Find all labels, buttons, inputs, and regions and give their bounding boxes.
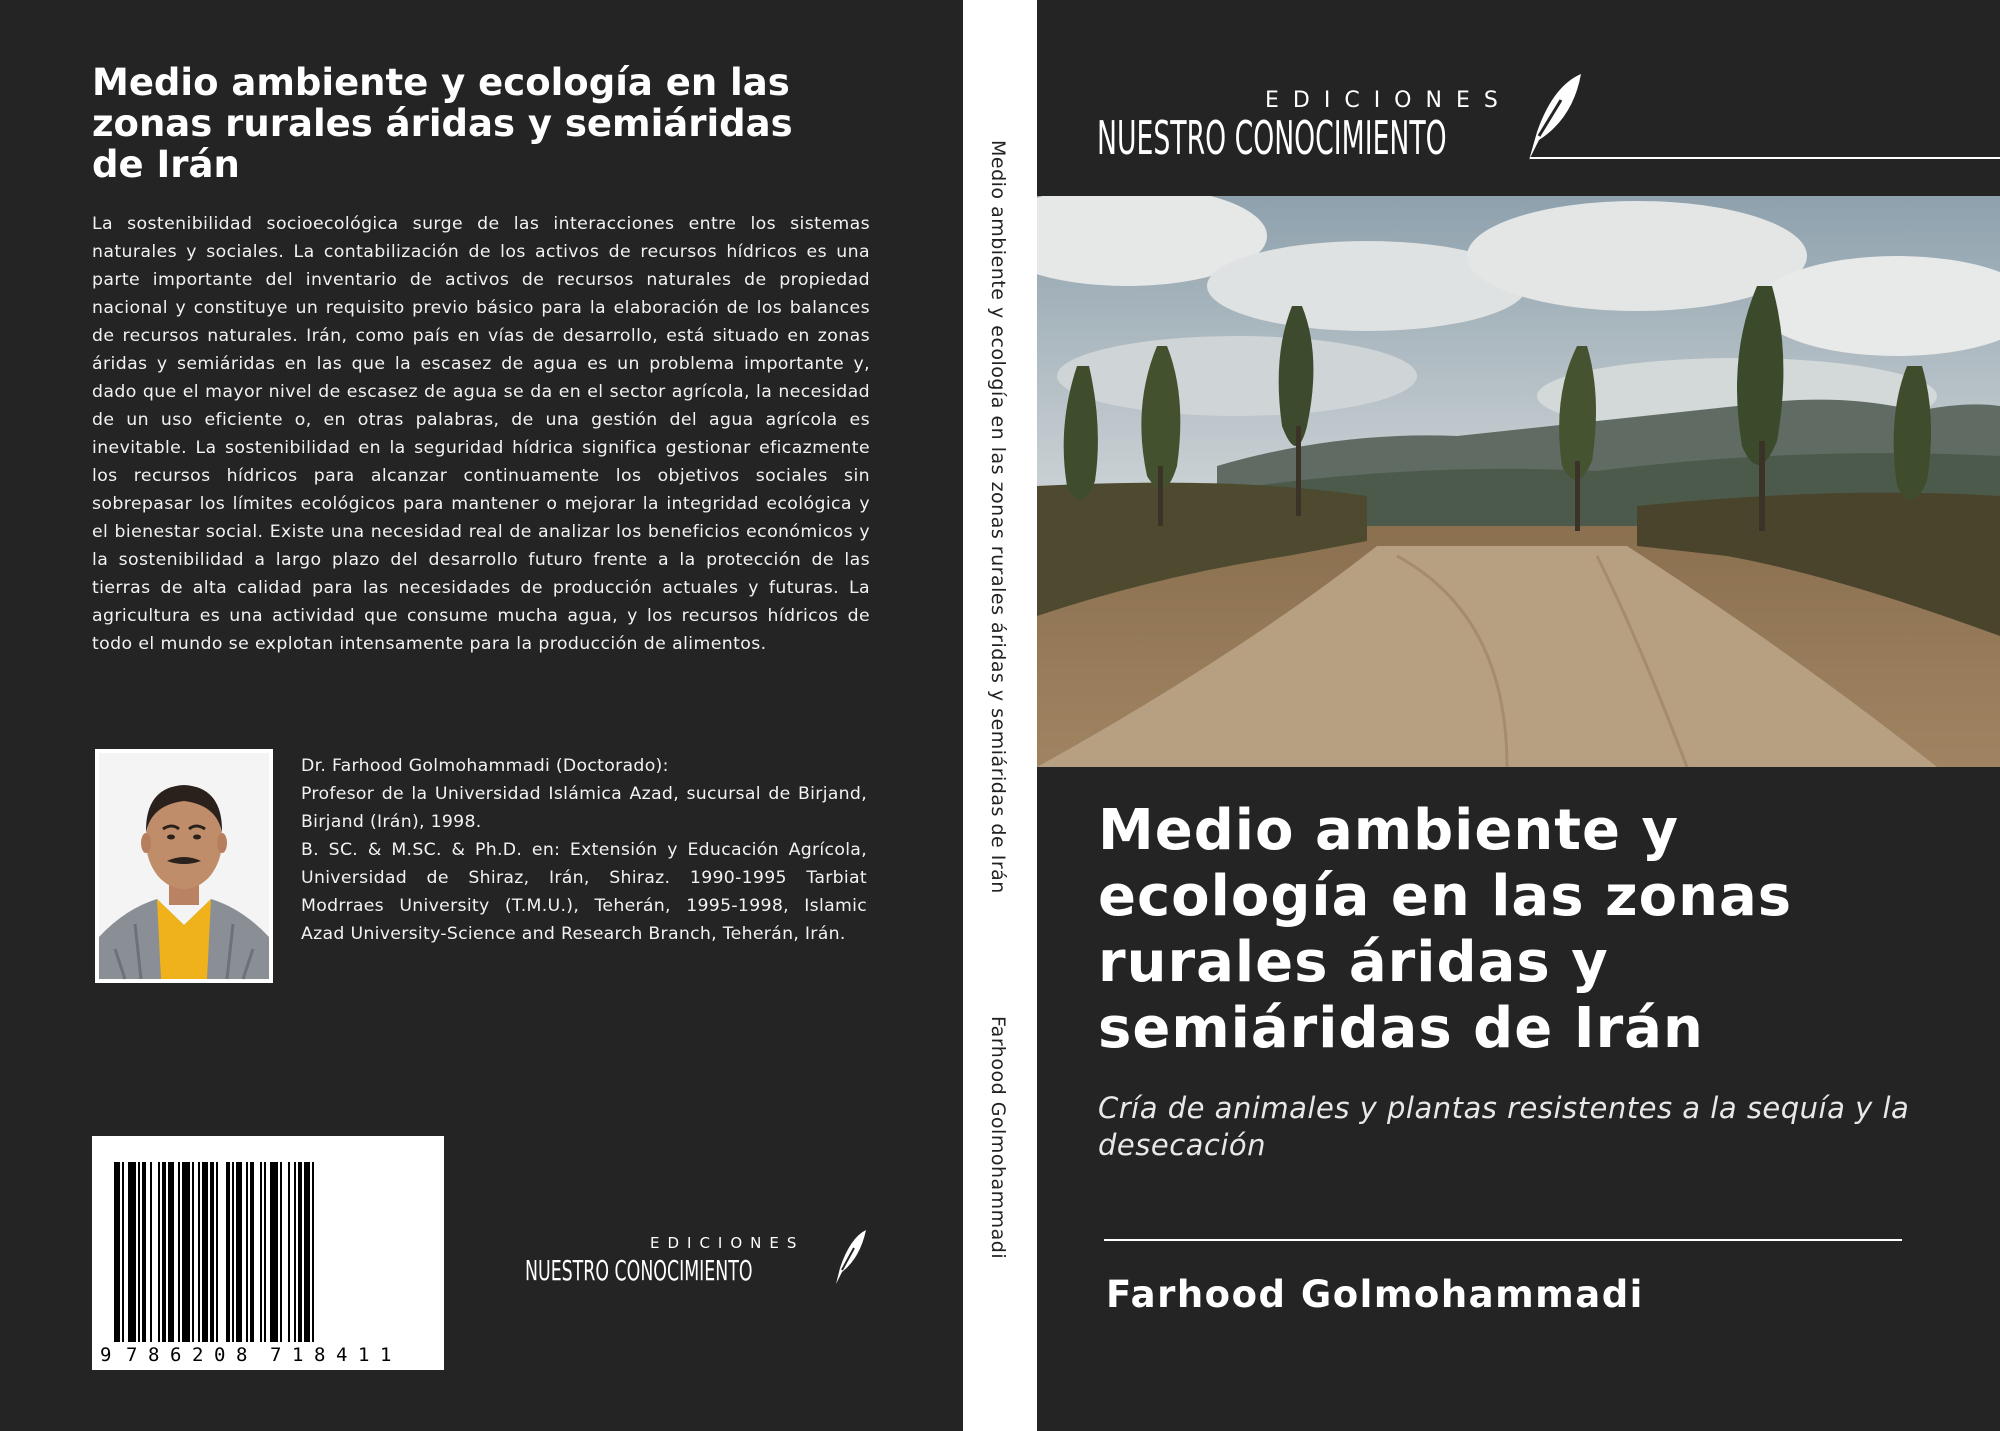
- spine-title: Medio ambiente y ecología en las zonas rurales áridas y semiáridas de Irán: [987, 140, 1009, 894]
- barcode-digit: 7: [126, 1344, 138, 1366]
- barcode-digit: 8: [236, 1344, 248, 1366]
- barcode-digit: 6: [170, 1344, 182, 1366]
- publisher-logo-top-text: EDICIONES: [1265, 88, 1512, 113]
- barcode-bar: [202, 1162, 208, 1342]
- publisher-logo-front: [1097, 88, 1700, 163]
- barcode-digit: 8: [148, 1344, 160, 1366]
- barcode-bar: [142, 1162, 146, 1342]
- barcode-bar: [178, 1162, 180, 1342]
- spine-author: Farhood Golmohammadi: [987, 1016, 1009, 1260]
- author-divider: [1104, 1239, 1902, 1241]
- front-cover-title: Medio ambiente y ecología en las zonas rurales áridas y semiáridas de Irán: [1098, 798, 1793, 1061]
- barcode-bar: [128, 1162, 136, 1342]
- author-photo: [95, 749, 273, 983]
- publisher-logo-bottom-text: NUESTRO CONOCIMIENTO: [525, 1254, 753, 1287]
- publisher-logo-bottom-text: NUESTRO CONOCIMIENTO: [1097, 111, 1447, 165]
- publisher-logo-back: [525, 1234, 892, 1287]
- author-portrait-illustration: [95, 749, 273, 983]
- barcode-bar: [210, 1162, 214, 1342]
- barcode-bars: [92, 1136, 444, 1370]
- barcode-bar: [122, 1162, 124, 1342]
- barcode-digit: 1: [292, 1344, 304, 1366]
- publisher-logo-top-text: EDICIONES: [650, 1234, 805, 1252]
- barcode-bar: [168, 1162, 174, 1342]
- barcode-bar: [198, 1162, 200, 1342]
- barcode-bar: [280, 1162, 282, 1342]
- back-cover-blurb: La sostenibilidad socioecológica surge de las interacciones entre los sistemas naturales y sociales. La contabilización de los activos de recursos hídricos es una parte importante del inventario de activos de recursos naturales de propiedad nacional y constituye un requisito previo básico para la elaboración de los balances de recursos naturales. Irán, como país en vías de desarrollo, está situado en zonas áridas y semiáridas en las que la escasez de agua es un problema importante y, dado que el mayor nivel de escasez de agua se da en el sector agrícola, la necesidad de un uso eficiente o, en otras palabras, de una gestión del agua agrícola es inevitable. La sostenibilidad en la seguridad hídrica significa gestionar eficazmente los recursos hídricos para alcanzar continuamente los objetivos sociales sin sobrepasar los límites ecológicos para mantener o mejorar la integridad ecológica y el bienestar social. Existe una necesidad real de analizar los beneficios económicos y la sostenibilidad a largo plazo del desarrollo futuro frente a la protección de las tierras de alta calidad para las necesidades de producción actuales y futuras. La agricultura es una actividad que consume mucha agua, y los recursos hídricos de todo el mundo se explotan intensamente para la producción de alimentos.: [92, 214, 870, 654]
- barcode: [92, 1136, 444, 1370]
- barcode-bar: [298, 1162, 302, 1342]
- barcode-digit: 1: [358, 1344, 370, 1366]
- barcode-bar: [312, 1162, 314, 1342]
- barcode-bar: [150, 1162, 152, 1342]
- barcode-bar: [288, 1162, 290, 1342]
- author-bio: [301, 752, 867, 948]
- barcode-bar: [294, 1162, 296, 1342]
- barcode-digit: 1: [380, 1344, 392, 1366]
- back-cover-title: Medio ambiente y ecología en las zonas rurales áridas y semiáridas de Irán: [92, 61, 793, 186]
- dirt-road-landscape-illustration: [1037, 196, 2000, 767]
- barcode-bar: [162, 1162, 166, 1342]
- author-bio-line: Dr. Farhood Golmohammadi (Doctorado):: [301, 756, 669, 776]
- feather-pen-icon: [1521, 72, 1587, 164]
- barcode-digit: 9: [100, 1344, 112, 1366]
- barcode-bar: [226, 1162, 230, 1342]
- barcode-bar: [304, 1162, 310, 1342]
- barcode-digit: 4: [336, 1344, 348, 1366]
- barcode-bar: [114, 1162, 120, 1342]
- author-bio-line: B. SC. & M.SC. & Ph.D. en: Extensión y Educación Agrícola, Universidad de Shiraz, Irán, Shiraz. 1990-1995 Tarbiat Modrraes University (T.M.U.), Teherán, 1995-1998, Islamic Azad University-Science and Research Branch, Teherán, Irán.: [301, 840, 867, 944]
- barcode-bar: [158, 1162, 160, 1342]
- barcode-digit: 0: [214, 1344, 226, 1366]
- cover-photo: [1037, 196, 2000, 767]
- barcode-bar: [270, 1162, 278, 1342]
- barcode-bar: [192, 1162, 194, 1342]
- barcode-bar: [260, 1162, 262, 1342]
- barcode-bar: [264, 1162, 266, 1342]
- front-cover-subtitle: Cría de animales y plantas resistentes a la sequía y la desecación: [1098, 1091, 1910, 1162]
- barcode-bar: [232, 1162, 234, 1342]
- barcode-bar: [246, 1162, 248, 1342]
- barcode-digit: 2: [192, 1344, 204, 1366]
- header-rule: [1530, 157, 2000, 159]
- barcode-bar: [236, 1162, 242, 1342]
- feather-pen-icon: [830, 1228, 870, 1288]
- barcode-bar: [182, 1162, 190, 1342]
- back-cover: [0, 0, 963, 1431]
- barcode-bar: [138, 1162, 140, 1342]
- barcode-bar: [216, 1162, 218, 1342]
- front-cover-author: Farhood Golmohammadi: [1106, 1273, 1644, 1316]
- author-bio-line: Profesor de la Universidad Islámica Azad, sucursal de Birjand, Birjand (Irán), 1998.: [301, 784, 867, 832]
- barcode-digit: 8: [314, 1344, 326, 1366]
- barcode-digit: 7: [270, 1344, 282, 1366]
- barcode-bar: [250, 1162, 254, 1342]
